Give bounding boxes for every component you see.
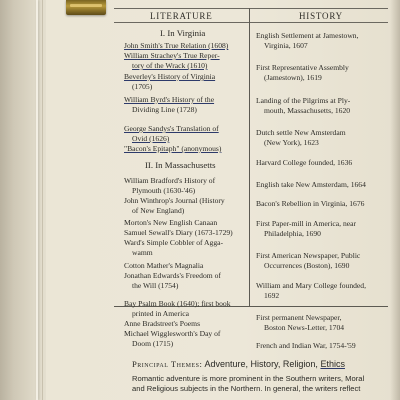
history-entry: Harvard College founded, 1636 bbox=[256, 158, 353, 167]
history-entry: William and Mary College founded, bbox=[256, 281, 366, 290]
history-header: HISTORY bbox=[299, 11, 343, 21]
history-entry: First Representative Assembly bbox=[256, 63, 349, 72]
history-entry: Landing of the Pilgrims at Ply- bbox=[256, 96, 351, 105]
lit-entry: Cotton Mather's Magnalia bbox=[124, 261, 204, 270]
history-entry: Philadelphia, 1690 bbox=[264, 229, 321, 238]
literature-header: LITERATURE bbox=[150, 11, 213, 21]
history-entry: Dutch settle New Amsterdam bbox=[256, 128, 346, 137]
lit-entry: tory of the Wrack (1610) bbox=[132, 61, 208, 70]
lit-entry: Dividing Line (1728) bbox=[132, 105, 197, 114]
history-entry: Bacon's Rebellion in Virginia, 1676 bbox=[256, 199, 365, 208]
lit-entry: Morton's New English Canaan bbox=[124, 218, 218, 227]
lit-entry: (1705) bbox=[132, 82, 153, 91]
themes-values: Adventure, History, Religion, Ethics bbox=[204, 359, 345, 369]
lit-entry: William Byrd's History of the bbox=[124, 95, 215, 104]
history-entry: First Paper-mill in America, near bbox=[256, 219, 357, 228]
lit-entry: Michael Wigglesworth's Day of bbox=[124, 329, 221, 338]
lit-entry: William Bradford's History of bbox=[124, 176, 216, 185]
lit-entry: wamm bbox=[132, 248, 153, 257]
page-fold bbox=[36, 0, 38, 400]
history-entry: Occurrences (Boston), 1690 bbox=[264, 261, 350, 270]
history-entry: 1692 bbox=[264, 291, 280, 300]
history-entry: Virginia, 1607 bbox=[264, 41, 308, 50]
lit-entry: Anne Bradstreet's Poems bbox=[124, 319, 201, 328]
paper-clip bbox=[66, 0, 106, 15]
lit-entry: Samuel Sewall's Diary (1673-1729) bbox=[124, 228, 233, 237]
history-entry: English take New Amsterdam, 1664 bbox=[256, 180, 366, 189]
themes-label: Principal Themes: bbox=[132, 359, 203, 369]
lit-entry: "Bacon's Epitaph" (anonymous) bbox=[124, 144, 222, 153]
history-entry: First permanent Newspaper, bbox=[256, 313, 342, 322]
lit-entry: of New England) bbox=[132, 206, 185, 215]
lit-entry: Ovid (1626) bbox=[132, 134, 170, 143]
footer-paragraph bbox=[132, 374, 394, 393]
footer-line: Romantic adventure is more prominent in the Southern writers, Moral bbox=[132, 374, 365, 383]
history-entry: First American Newspaper, Public bbox=[256, 251, 361, 260]
lit-entry: the Will (1754) bbox=[132, 281, 179, 290]
lit-entry: printed in America bbox=[132, 309, 189, 318]
lit-entry: John Winthrop's Journal (History bbox=[124, 196, 225, 205]
table-header-rule bbox=[114, 22, 388, 23]
history-entry: French and Indian War, 1754-'59 bbox=[256, 341, 356, 350]
history-entry: mouth, Massachusetts, 1620 bbox=[264, 106, 351, 115]
footer-line: and Religious subjects in the Northern. In general, the writers reflect bbox=[132, 383, 361, 393]
lit-entry: Plymouth (1630-'46) bbox=[132, 186, 196, 195]
history-entry: (Jamestown), 1619 bbox=[264, 73, 322, 82]
lit-entry: Bay Psalm Book (1640); first book bbox=[124, 299, 231, 308]
page-fold-line bbox=[42, 0, 43, 400]
history-entry: (New York), 1623 bbox=[264, 138, 319, 147]
lit-entry: George Sandys's Translation of bbox=[124, 124, 219, 133]
history-entry: English Settlement at Jamestown, bbox=[256, 31, 359, 40]
principal-themes bbox=[132, 359, 345, 369]
lit-entry: William Strachey's True Reper- bbox=[124, 51, 220, 60]
lit-entry: Doom (1715) bbox=[132, 339, 174, 348]
section-massachusetts: II. In Massachusetts bbox=[145, 160, 216, 170]
table-top-rule bbox=[114, 8, 388, 9]
history-entry: Boston News-Letter, 1704 bbox=[264, 323, 345, 332]
book-gutter bbox=[0, 0, 46, 400]
lit-entry: Jonathan Edwards's Freedom of bbox=[124, 271, 221, 280]
lit-entry: Beverley's History of Virginia bbox=[124, 72, 216, 81]
lit-entry: Ward's Simple Cobbler of Agga- bbox=[124, 238, 224, 247]
section-virginia: I. In Virginia bbox=[160, 28, 206, 38]
lit-entry: John Smith's True Relation (1608) bbox=[124, 41, 229, 50]
column-divider bbox=[249, 8, 250, 306]
